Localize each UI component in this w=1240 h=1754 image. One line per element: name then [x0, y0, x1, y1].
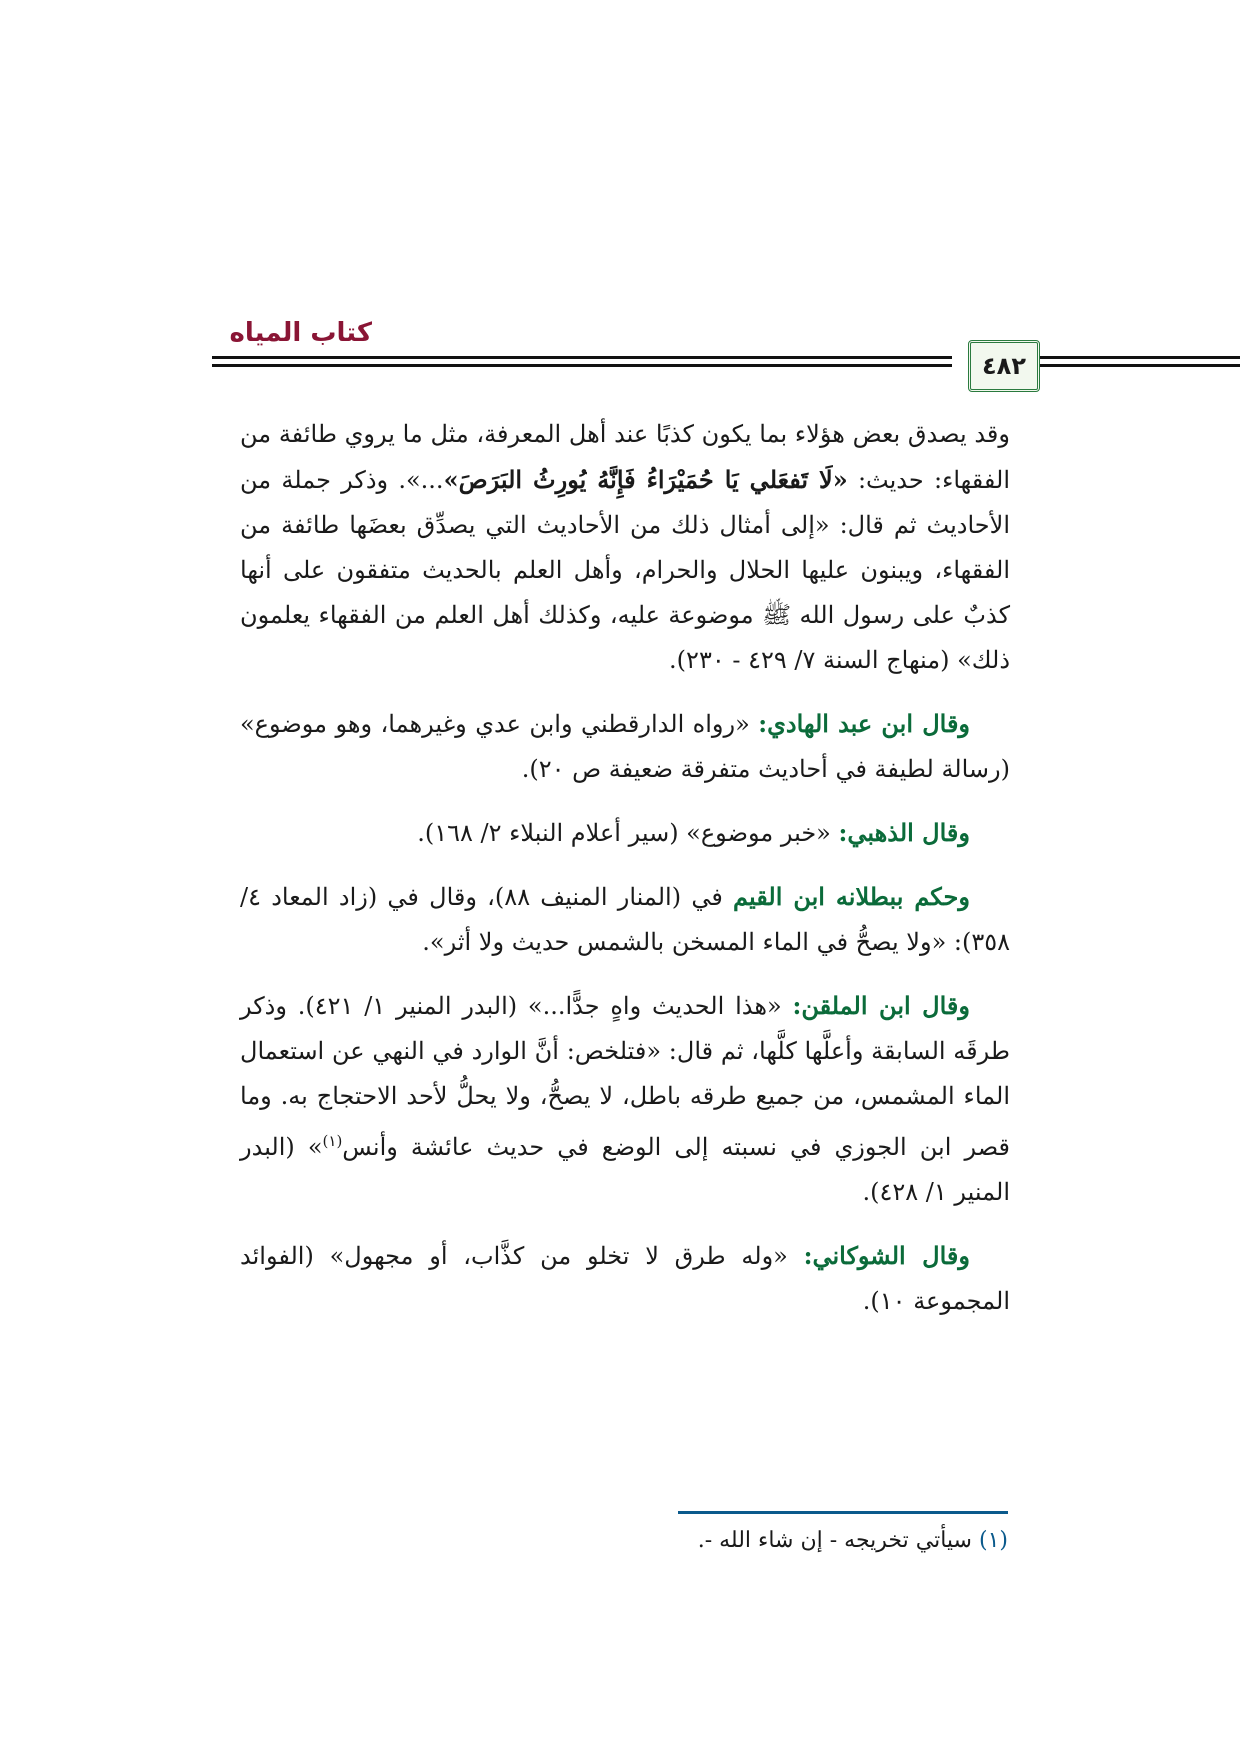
page-body: [240, 412, 1010, 1342]
scholar-label-ibn-alqayyim: وحكم ببطلانه ابن القيم: [733, 882, 970, 911]
paragraph-5-text-a: «هذا الحديث واهٍ جدًّا...» (البدر المنير ١/ ٤٢١). وذكر طرقَه السابقة وأعلَّها كلَّها، ثم قال: «فتلخص: أنَّ الوارد في النهي عن استعمال الماء المشمس، من جميع طرقه باطل، لا يصحُّ، ولا يحلُّ لأحد الاحتجاج به. وما قصر ابن الجوزي في نسبته إلى الوضع في حديث عائشة وأنس: [240, 992, 1010, 1161]
paragraph-5-text-b: » (البدر المنير ١/ ٤٢٨).: [240, 1133, 1010, 1206]
paragraph-6-text: «وله طرق لا تخلو من كذَّاب، أو مجهول» (الفوائد المجموعة ١٠).: [240, 1242, 1010, 1315]
scholar-label-ibn-almulaqqin: وقال ابن الملقن:: [792, 991, 970, 1020]
footnote-separator: [678, 1511, 1008, 1514]
hadith-quote: «لَا تَفعَلي يَا حُمَيْرَاءُ فَإِنَّهُ يُورِثُ البَرَصَ»: [443, 465, 848, 494]
paragraph-4: [240, 874, 1010, 965]
paragraph-3: [240, 810, 1010, 856]
scholar-label-ibn-abd-alhadi: وقال ابن عبد الهادي:: [758, 709, 971, 738]
paragraph-2: [240, 701, 1010, 792]
header-rule-long-bottom: [212, 364, 952, 367]
paragraph-5: [240, 983, 1010, 1215]
paragraph-3-text: «خبر موضوع» (سير أعلام النبلاء ٢/ ١٦٨).: [417, 819, 839, 847]
paragraph-1-text-a: وقد يصدق بعض هؤلاء بما يكون كذبًا عند أهل المعرفة، مثل ما يروي طائفة من الفقهاء: حديث:: [240, 420, 1011, 494]
scholar-label-shawkani: وقال الشوكاني:: [803, 1241, 970, 1270]
book-title: كتاب المياه: [229, 318, 372, 348]
paragraph-1: [240, 412, 1010, 683]
page-header: [0, 0, 1240, 400]
footnote-text: سيأتي تخريجه - إن شاء الله -.: [697, 1528, 979, 1553]
paragraph-4-text: في (المنار المنيف ٨٨)، وقال في (زاد المعاد ٤/ ٣٥٨): «ولا يصحُّ في الماء المسخن بالشمس حديث ولا أثر».: [240, 883, 1010, 956]
paragraph-2-text: «رواه الدارقطني وابن عدي وغيرهما، وهو موضوع» (رسالة لطيفة في أحاديث متفرقة ضعيفة ص ٢٠).: [240, 710, 1010, 783]
page-number-badge: [968, 340, 1040, 392]
header-rule-long-top: [212, 356, 952, 359]
scholar-label-dhahabi: وقال الذهبي:: [838, 818, 970, 847]
footnote-reference[interactable]: (١): [322, 1132, 343, 1150]
page-number: ٤٨٢: [982, 352, 1026, 380]
paragraph-1-text-b: ...». وذكر جملة من الأحاديث ثم قال: «إلى أمثال ذلك من الأحاديث التي يصدِّق بعضَها طائفة من الفقهاء، ويبنون عليها الحلال والحرام، وأهل العلم بالحديث متفقون على أنها كذبٌ على رسول الله ﷺ موضوعة عليه، وكذلك أهل العلم من الفقهاء يعلمون ذلك» (منهاج السنة ٧/ ٤٢٩ - ٢٣٠).: [240, 466, 1010, 674]
footnote-number: (١): [978, 1528, 1008, 1553]
footnote: [698, 1528, 1008, 1553]
paragraph-6: [240, 1233, 1010, 1324]
